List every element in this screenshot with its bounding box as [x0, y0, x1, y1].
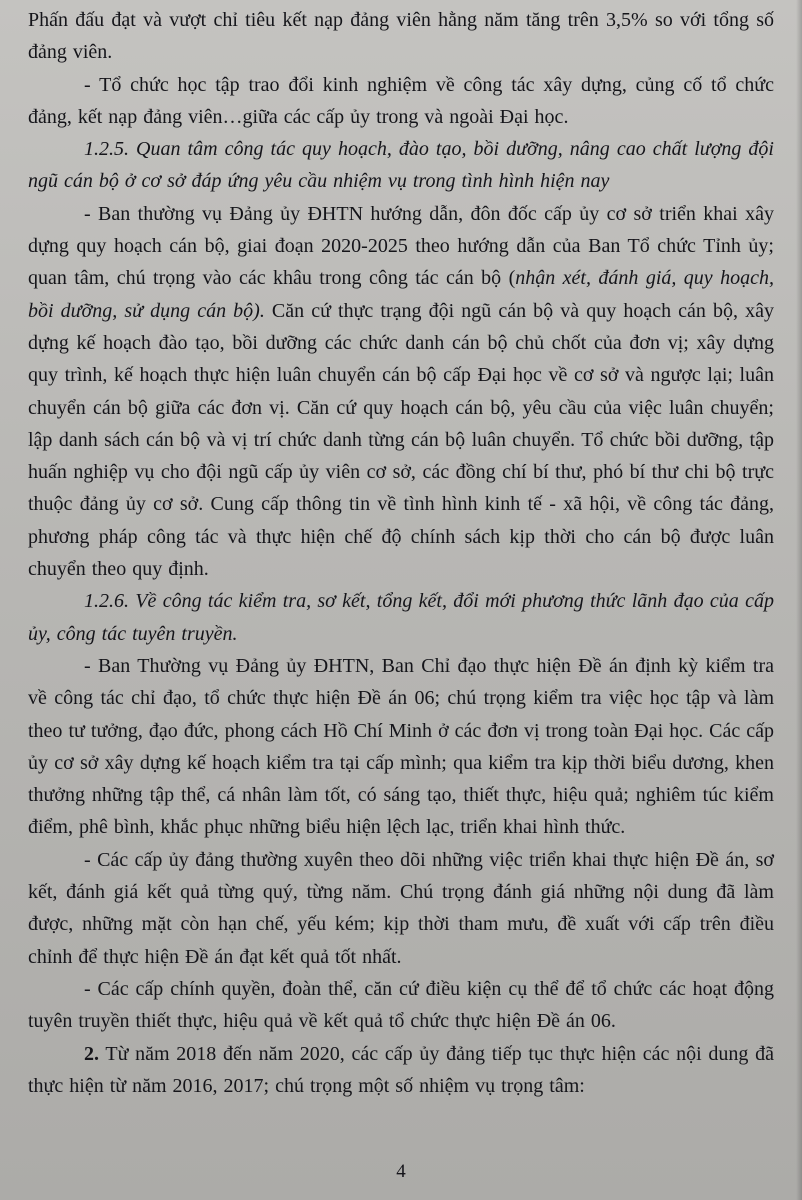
paragraph-cadre-planning-emphasis: nhận xét, đánh giá, quy hoạch, bồi dưỡng, sử dụng cán bộ). [28, 267, 774, 322]
paragraph-cadre-planning [28, 198, 774, 586]
paragraph-target-continuation: Phấn đấu đạt và vượt chỉ tiêu kết nạp đảng viên hằng năm tăng trên 3,5% so với tổng số đảng viên. [28, 9, 774, 64]
paragraph-propaganda: - Các cấp chính quyền, đoàn thể, căn cứ điều kiện cụ thể để tổ chức các hoạt động tuyên truyền thiết thực, hiệu quả về kết quả tổ chức thực hiện Đề án 06. [28, 977, 774, 1033]
section-heading-1-2-5: 1.2.5. Quan tâm công tác quy hoạch, đào tạo, bồi dưỡng, nâng cao chất lượng đội ngũ cán bộ ở cơ sở đáp ứng yêu cầu nhiệm vụ trong tình hình hiện nay [28, 138, 774, 193]
paragraph-cadre-planning-start: - Ban thường vụ Đảng ủy ĐHTN hướng dẫn, đôn đốc cấp ủy cơ sở triển khai xây dựng quy hoạch cán bộ, giai đoạn 2020-2025 theo hướng dẫn của Ban Tổ chức Tỉnh ủy; quan tâm, chú trọng vào các khâu trong công tác cán bộ ( [28, 202, 774, 290]
section-2-text: Từ năm 2018 đến năm 2020, các cấp ủy đảng tiếp tục thực hiện các nội dung đã thực hiện từ năm 2016, 2017; chú trọng một số nhiệm vụ trọng tâm: [28, 1042, 774, 1097]
page-edge-shadow [796, 0, 802, 1200]
paragraph-cadre-planning-end: Căn cứ thực trạng đội ngũ cán bộ và quy hoạch cán bộ, xây dựng kế hoạch đào tạo, bồi dưỡng các chức danh cán bộ chủ chốt của đơn vị; xây dựng quy trình, kế hoạch thực hiện luân chuyển cán bộ cấp Đại học về cơ sở và ngược lại; luân chuyển cán bộ giữa các đơn vị. Căn cứ quy hoạch cán bộ, yêu cầu của việc luân chuyển; lập danh sách cán bộ và vị trí chức danh từng cán bộ luân chuyển. Tổ chức bồi dưỡng, tập huấn nghiệp vụ cho đội ngũ cấp ủy viên cơ sở, các đồng chí bí thư, phó bí thư chi bộ trực thuộc đảng ủy cơ sở. Cung cấp thông tin về tình hình kinh tế - xã hội, về công tác đảng, phương pháp công tác và thực hiện chế độ chính sách kịp thời cho cán bộ được luân chuyển theo quy định. [28, 299, 774, 581]
paragraph-section-2 [28, 1038, 774, 1103]
paragraph-inspection: - Ban Thường vụ Đảng ủy ĐHTN, Ban Chỉ đạo thực hiện Đề án định kỳ kiểm tra về công tác chỉ đạo, tổ chức thực hiện Đề án 06; chú trọng kiểm tra việc học tập và làm theo tư tưởng, đạo đức, phong cách Hồ Chí Minh ở các đơn vị trong toàn Đại học. Các cấp ủy cơ sở xây dựng kế hoạch kiểm tra tại cấp mình; qua kiểm tra kịp thời biểu dương, khen thưởng những tập thể, cá nhân làm tốt, có sáng tạo, thiết thực, hiệu quả; nghiêm túc kiểm điểm, phê bình, khắc phục những biểu hiện lệch lạc, triển khai hình thức. [28, 654, 774, 839]
section-heading-1-2-6: 1.2.6. Về công tác kiểm tra, sơ kết, tổng kết, đổi mới phương thức lãnh đạo của cấp ủy, công tác tuyên truyền. [28, 590, 774, 645]
section-2-number: 2. [84, 1042, 99, 1065]
paragraph-monitoring: - Các cấp ủy đảng thường xuyên theo dõi những việc triển khai thực hiện Đề án, sơ kết, đánh giá kết quả từng quý, từng năm. Chú trọng đánh giá những nội dung đã làm được, những mặt còn hạn chế, yếu kém; kịp thời tham mưu, đề xuất với cấp trên điều chỉnh để thực hiện Đề án đạt kết quả tốt nhất. [28, 848, 774, 968]
page-number: 4 [396, 1161, 406, 1182]
paragraph-experience-exchange: - Tổ chức học tập trao đổi kinh nghiệm về công tác xây dựng, củng cố tổ chức đảng, kết nạp đảng viên…giữa các cấp ủy trong và ngoài Đại học. [28, 73, 774, 128]
